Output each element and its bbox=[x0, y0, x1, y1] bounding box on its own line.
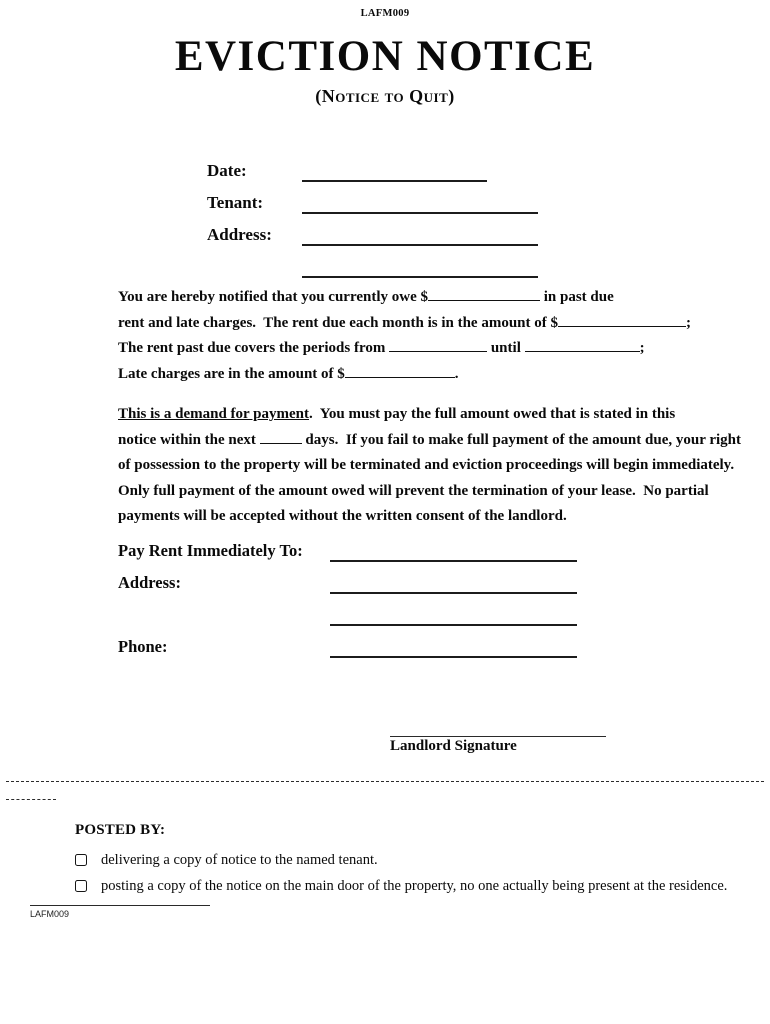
checkbox[interactable] bbox=[75, 880, 87, 892]
checklist-item-label: delivering a copy of notice to the named tenant. bbox=[101, 852, 378, 868]
checklist-item bbox=[75, 878, 765, 904]
doc-text: ; bbox=[686, 314, 692, 331]
doc-line bbox=[118, 457, 741, 483]
landlord-signature-label: Landlord Signature bbox=[390, 738, 517, 754]
phone-field-row bbox=[118, 626, 577, 658]
fill-in-blank[interactable] bbox=[558, 325, 686, 327]
dashed-divider-wrap bbox=[6, 799, 56, 800]
doc-text: . You must pay the full amount owed that is stated in this bbox=[309, 406, 676, 422]
doc-text: Late charges are in the amount of $ bbox=[118, 365, 345, 382]
fill-in-blank[interactable] bbox=[345, 376, 455, 378]
address2-input-line[interactable] bbox=[302, 274, 538, 278]
payee-address2-input-line[interactable] bbox=[330, 622, 577, 626]
doc-text: until bbox=[487, 340, 525, 357]
doc-text: of possession to the property will be terminated and eviction proceedings will begin immediately. bbox=[118, 457, 735, 474]
doc-text: days. If you fail to make full payment of the amount due, your right bbox=[301, 431, 742, 448]
doc-line bbox=[118, 315, 691, 341]
form-code-header: LAFM009 bbox=[360, 8, 410, 19]
doc-line bbox=[118, 366, 691, 392]
fill-in-blank[interactable] bbox=[389, 350, 487, 352]
doc-line bbox=[118, 340, 691, 366]
address-field-row bbox=[207, 214, 538, 246]
fill-in-blank[interactable] bbox=[260, 442, 302, 444]
landlord-signature-line[interactable] bbox=[390, 720, 606, 737]
payee-address-input-line[interactable] bbox=[330, 590, 577, 594]
checklist-item-label: posting a copy of the notice on the main door of the property, no one actually being present at the residence. bbox=[101, 878, 728, 894]
posted-by-checklist bbox=[75, 852, 765, 904]
tenant-label: Tenant: bbox=[207, 193, 264, 212]
phone-label: Phone: bbox=[118, 637, 168, 656]
document-title: EVICTION NOTICE bbox=[174, 33, 596, 80]
doc-text: in past due bbox=[539, 289, 614, 305]
tenant-field-row bbox=[207, 182, 538, 214]
address-label: Address: bbox=[207, 225, 272, 244]
pay-rent-section bbox=[118, 530, 577, 658]
doc-line bbox=[118, 432, 741, 458]
doc-text: Only full payment of the amount owed will prevent the termination of your lease. No partial bbox=[118, 482, 709, 499]
checklist-item bbox=[75, 852, 765, 878]
doc-line bbox=[118, 406, 741, 432]
doc-text: notice within the next bbox=[118, 431, 260, 448]
doc-line bbox=[118, 483, 741, 509]
doc-text: ; bbox=[639, 340, 645, 357]
date-field-row bbox=[207, 150, 538, 182]
payee-address2-field-row bbox=[118, 594, 577, 626]
date-label: Date: bbox=[207, 161, 247, 180]
phone-input-line[interactable] bbox=[330, 654, 577, 658]
form-code-footer: LAFM009 bbox=[30, 909, 70, 919]
amount-owed-paragraph bbox=[118, 289, 691, 391]
tenant-info-section bbox=[207, 150, 538, 278]
doc-text: This is a demand for payment bbox=[118, 406, 310, 422]
payee-address-label: Address: bbox=[118, 573, 181, 592]
doc-text: You are hereby notified that you currently owe $ bbox=[118, 289, 428, 305]
posted-by-heading: POSTED BY: bbox=[75, 822, 166, 838]
demand-for-payment-paragraph bbox=[118, 406, 741, 534]
payee-address-field-row bbox=[118, 562, 577, 594]
doc-text: payments will be accepted without the written consent of the landlord. bbox=[118, 508, 567, 525]
address-input-line[interactable] bbox=[302, 242, 538, 246]
checkbox[interactable] bbox=[75, 854, 87, 866]
footer-separator-line bbox=[30, 905, 210, 906]
date-input-line[interactable] bbox=[302, 178, 487, 182]
doc-text: rent and late charges. The rent due each month is in the amount of $ bbox=[118, 314, 559, 331]
document-subtitle: (Notice to Quit) bbox=[315, 86, 455, 106]
address2-field-row bbox=[207, 246, 538, 278]
doc-text: . bbox=[454, 365, 459, 382]
pay-to-input-line[interactable] bbox=[330, 558, 577, 562]
signature-section bbox=[390, 720, 606, 755]
pay-rent-immediately-label: Pay Rent Immediately To: bbox=[118, 541, 303, 560]
doc-text: The rent past due covers the periods from bbox=[118, 340, 390, 357]
fill-in-blank[interactable] bbox=[525, 350, 640, 352]
doc-line bbox=[118, 289, 691, 315]
dashed-divider bbox=[6, 781, 764, 782]
pay-to-field-row bbox=[118, 530, 577, 562]
fill-in-blank[interactable] bbox=[428, 299, 540, 301]
tenant-input-line[interactable] bbox=[302, 210, 538, 214]
